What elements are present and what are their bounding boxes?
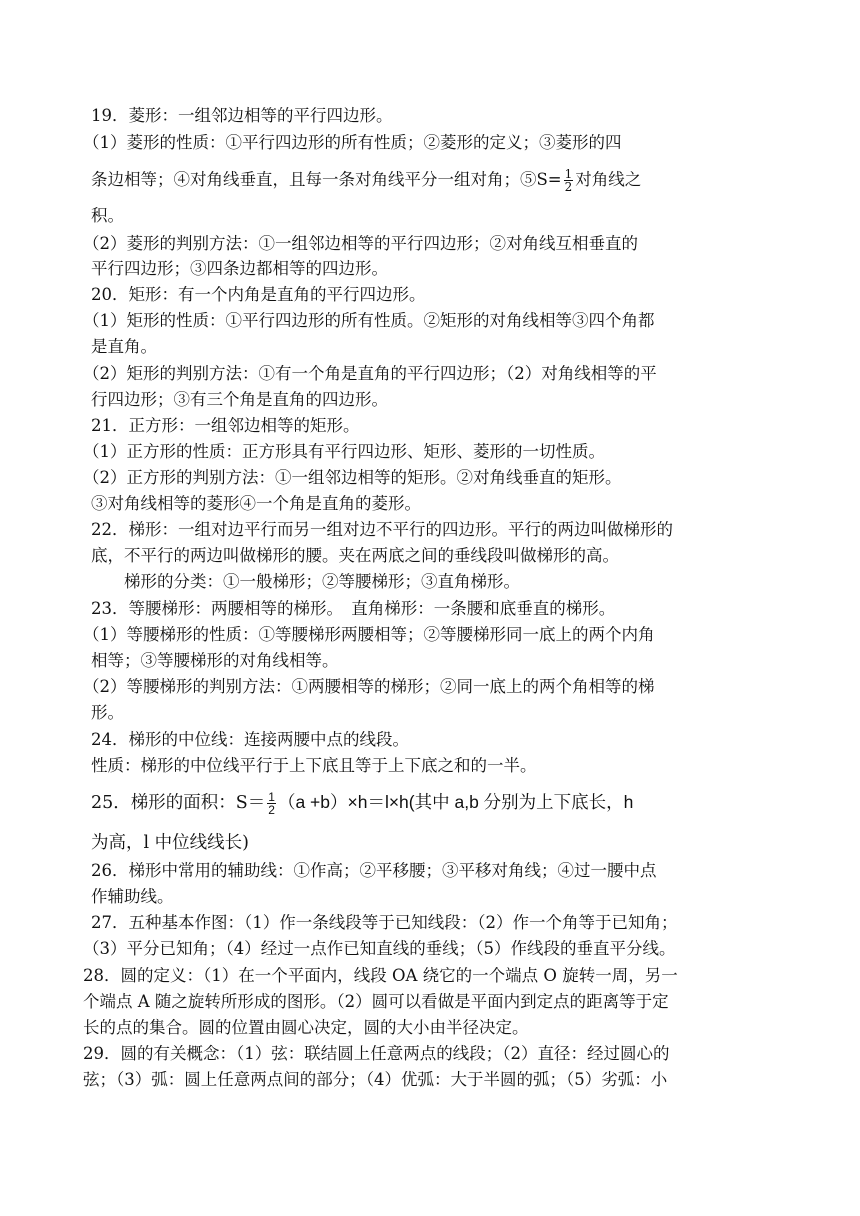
section-29-line-2: 弦；（3）弧：圆上任意两点间的部分；（4）优弧：大于半圆的弧；（5）劣弧：小 [83, 1070, 668, 1089]
rectangle-criteria-line-2: 行四边形；③有三个角是直角的四边形。 [91, 390, 388, 409]
trapezoid-fraction-numerator: 1 [268, 789, 275, 804]
section-27-line-2: （3）平分已知角；（4）经过一点作已知直线的垂线；（5）作线段的垂直平分线。 [83, 939, 676, 958]
isosceles-properties-line-2: 相等；③等腰梯形的对角线相等。 [91, 651, 339, 670]
rhombus-properties-line-1: （1）菱形的性质：①平行四边形的所有性质；②菱形的定义；③菱形的四 [83, 133, 622, 152]
section-27-line-1: 27．五种基本作图：（1）作一条线段等于已知线段：（2）作一个角等于已知角； [91, 913, 678, 932]
rectangle-properties-line-2: 是直角。 [91, 337, 157, 356]
half-fraction [564, 168, 574, 193]
rhombus-properties-text: 条边相等；④对角线垂直，且每一条对角线平分一组对角；⑤S= [91, 170, 562, 189]
section-22-line-1: 22．梯形：一组对边平行而另一组对边不平行的四边形。平行的两边叫做梯形的 [91, 520, 673, 539]
fraction-denominator: 2 [564, 180, 573, 194]
rectangle-properties-line-1: （1）矩形的性质：①平行四边形的所有性质。②矩形的对角线相等③四个角都 [83, 311, 655, 330]
rhombus-area-text: 对角线之 [575, 170, 642, 189]
section-26-line-2: 作辅助线。 [91, 887, 174, 906]
section-28-line-2: 个端点 A 随之旋转所形成的图形。（2）圆可以看做是平面内到定点的距离等于定 [83, 992, 669, 1011]
trapezoid-area-label: 25．梯形的面积：S＝ [91, 793, 266, 813]
trapezoid-fraction-denominator: 2 [268, 802, 275, 817]
trapezoid-classification: 梯形的分类：①一般梯形；②等腰梯形；③直角梯形。 [124, 572, 520, 591]
isosceles-properties-line-1: （1）等腰梯形的性质：①等腰梯形两腰相等；②等腰梯形同一底上的两个内角 [83, 625, 655, 644]
rhombus-properties-line-2 [91, 165, 641, 195]
section-28-line-1: 28．圆的定义：（1）在一个平面内，线段 OA 绕它的一个端点 O 旋转一周，另一 [83, 966, 678, 985]
rhombus-properties-line-3: 积。 [91, 206, 124, 225]
section-28-line-3: 长的点的集合。圆的位置由圆心决定，圆的大小由半径决定。 [83, 1018, 529, 1037]
section-20-title: 20．矩形：有一个内角是直角的平行四边形。 [91, 285, 426, 304]
midline-property: 性质：梯形的中位线平行于上下底且等于上下底之和的一半。 [91, 756, 537, 775]
section-23-title: 23．等腰梯形：两腰相等的梯形。 直角梯形：一条腰和底垂直的梯形。 [91, 599, 616, 618]
isosceles-criteria-line-1: （2）等腰梯形的判别方法：①两腰相等的梯形；②同一底上的两个角相等的梯 [83, 677, 655, 696]
isosceles-criteria-line-2: 形。 [91, 703, 124, 722]
section-29-line-1: 29．圆的有关概念：（1）弦：联结圆上任意两点的线段；（2）直径：经过圆心的 [83, 1044, 670, 1063]
fraction-numerator: 1 [564, 167, 573, 181]
section-24-title: 24．梯形的中位线：连接两腰中点的线段。 [91, 730, 409, 749]
trapezoid-area-fraction [267, 791, 276, 816]
section-22-line-2: 底，不平行的两边叫做梯形的腰。夹在两底之间的垂线段叫做梯形的高。 [91, 546, 619, 565]
trapezoid-area-formula: （a +b）×h＝l×h(其中 a,b 分别为上下底长，h [277, 792, 634, 812]
rectangle-criteria-line-1: （2）矩形的判别方法：①有一个角是直角的平行四边形；（2）对角线相等的平 [83, 364, 657, 383]
section-21-title: 21．正方形：一组邻边相等的矩形。 [91, 416, 360, 435]
section-25-line-2: 为高，l 中位线线长) [91, 833, 249, 853]
rhombus-criteria-line-1: （2）菱形的判别方法：①一组邻边相等的平行四边形；②对角线互相垂直的 [83, 234, 638, 253]
rhombus-criteria-line-2: 平行四边形；③四条边都相等的四边形。 [91, 259, 388, 278]
section-19-title: 19．菱形：一组邻边相等的平行四边形。 [91, 106, 393, 125]
section-26-line-1: 26．梯形中常用的辅助线：①作高；②平移腰；③平移对角线；④过一腰中点 [91, 861, 657, 880]
square-criteria-line-1: （2）正方形的判别方法：①一组邻边相等的矩形。②对角线垂直的矩形。 [83, 468, 622, 487]
square-properties: （1）正方形的性质：正方形具有平行四边形、矩形、菱形的一切性质。 [83, 442, 605, 461]
section-25-line-1 [91, 786, 633, 818]
square-criteria-line-2: ③对角线相等的菱形④一个角是直角的菱形。 [91, 494, 421, 513]
